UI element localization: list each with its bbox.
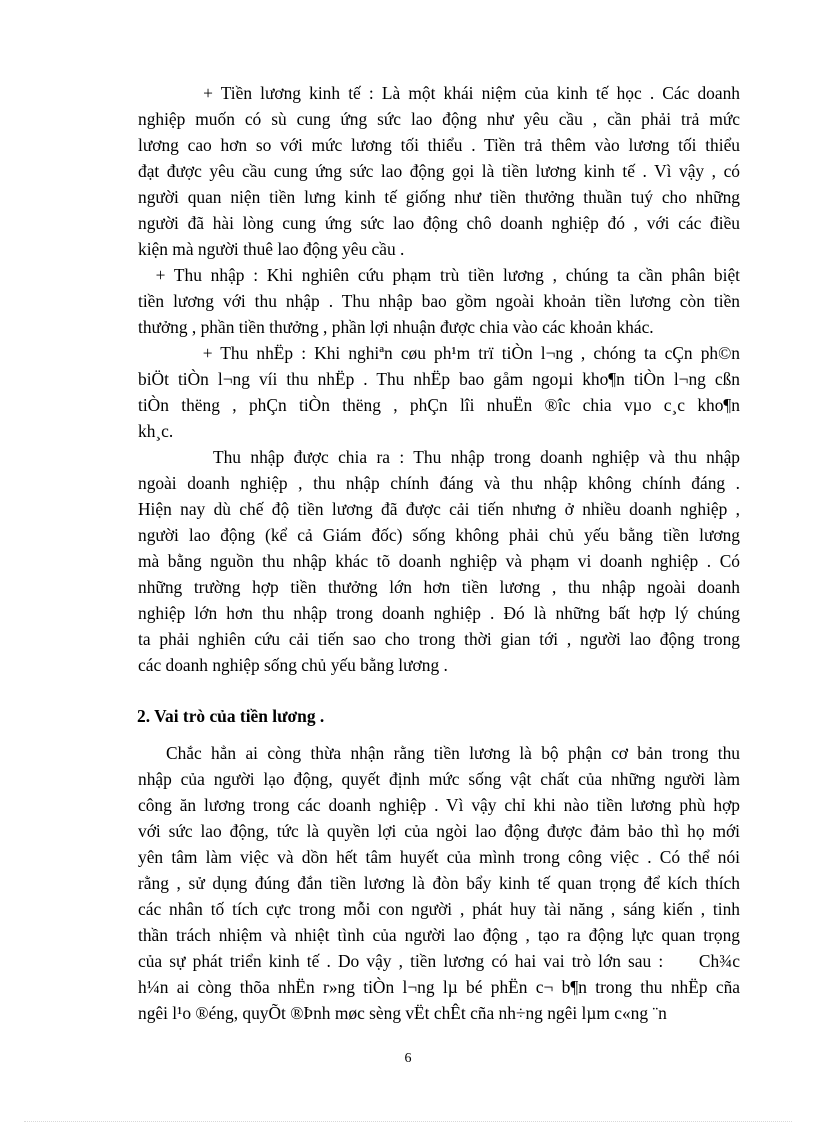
section-heading: 2. Vai trò của tiền lương .	[137, 706, 325, 726]
text-line: tiền lương với thu nhập . Thu nhập bao gồm ngoài khoản tiền lương còn tiền	[138, 291, 740, 311]
text-line: ngêi l¹o ®éng, quyÕt ®Þnh møc sèng vËt chÊt cña nh÷ng ngêi lµm c«ng ¨n	[138, 1003, 667, 1023]
text-line: + Tiền lương kinh tế : Là một khái niệm của kinh tế học . Các doanh	[138, 83, 740, 103]
text-line: người đã hài lòng cung ứng sức lao động chô doanh nghiệp đó , với các điều	[138, 213, 740, 233]
text-line: các doanh nghiệp sống chủ yếu bằng lương .	[138, 655, 448, 675]
text-line: của sự phát triển kinh tế . Do vậy , tiền lương có hai vai trò lớn sau : Ch¾c	[138, 951, 740, 971]
page-bottom-divider	[24, 1121, 792, 1122]
text-line: ta phải nghiên cứu cải tiến sao cho trong thời gian tới , người lao động trong	[138, 629, 740, 649]
text-line: người lao động (kể cả Giám đốc) sống không phải chủ yếu bằng tiền lương	[138, 525, 740, 545]
text-line: lương cao hơn so với mức lương tối thiểu . Tiền trả thêm vào lương tối thiểu	[138, 135, 740, 155]
paragraph-economic-wage	[138, 80, 740, 262]
text-line: thưởng , phần tiền thưởng , phần lợi nhuận được chia vào các khoản khác.	[138, 317, 654, 337]
text-line: h¼n ai còng thõa nhËn r»ng tiÒn l¬ng lµ bé phËn c¬ b¶n trong thu nhËp cña	[138, 977, 740, 997]
text-line: người quan niện tiền lưng kinh tế giống như tiền thưởng thuần tuý cho những	[138, 187, 740, 207]
text-line: Thu nhập được chia ra : Thu nhập trong doanh nghiệp và thu nhập	[138, 447, 740, 467]
text-line: kiện mà người thuê lao động yêu cầu .	[138, 239, 405, 259]
text-line: + Thu nhËp : Khi nghiªn cøu ph¹m trï tiÒn l¬ng , chóng ta cÇn ph©n	[138, 343, 740, 363]
paragraph-role-of-wage	[138, 740, 740, 1026]
text-line: nhập của người lạo động, quyết định mức sống vật chất của những người làm	[138, 769, 740, 789]
text-line: Hiện nay dù chế độ tiền lương đã được cải tiến nhưng ở nhiều doanh nghiệp ,	[138, 499, 740, 519]
text-line: + Thu nhập : Khi nghiên cứu phạm trù tiền lương , chúng ta cần phân biệt	[138, 265, 740, 285]
text-line: yên tâm làm việc và dồn hết tâm huyết của mình trong công việc . Có thể nói	[138, 847, 740, 867]
text-line: Chắc hẳn ai còng thừa nhận rằng tiền lương là bộ phận cơ bản trong thu	[138, 743, 740, 763]
text-line: đạt được yêu cầu cung ứng sức lao động gọi là tiền lương kinh tế . Vì vậy , có	[138, 161, 740, 181]
text-line: mà bằng nguồn thu nhập khác tõ doanh nghiệp và phạm vi doanh nghiệp . Có	[138, 551, 740, 571]
text-line: ngoài doanh nghiệp , thu nhập chính đáng và thu nhập không chính đáng .	[138, 473, 740, 493]
page-number: 6	[404, 1051, 412, 1066]
paragraph-income-division	[138, 444, 740, 678]
text-line: nghiệp lớn hơn thu nhập trong doanh nghiệp . Đó là những bất hợp lý chúng	[138, 603, 740, 623]
paragraph-income	[138, 262, 740, 340]
text-line: với sức lao động, tức là quyền lợi của ngòi lao động được đảm bảo thì họ mới	[138, 821, 740, 841]
text-line: công ăn lương trong các doanh nghiệp . Vì vậy chỉ khi nào tiền lương phù hợp	[138, 795, 740, 815]
text-line: những trường hợp tiền thưởng lớn hơn tiền lương , thu nhập ngoài doanh	[138, 577, 740, 597]
text-line: các nhân tố tích cực trong mỗi con người , phát huy tài năng , sáng kiến , tinh	[138, 899, 740, 919]
text-line: rằng , sử dụng đúng đắn tiền lương là đòn bẩy kinh tế quan trọng để kích thích	[138, 873, 740, 893]
text-line: biÖt tiÒn l¬ng víi thu nhËp . Thu nhËp bao gåm ngoµi kho¶n tiÒn l¬ng cßn	[138, 369, 740, 389]
text-line: tiÒn thëng , phÇn tiÒn thëng , phÇn lîi nhuËn ®îc chia vµo c¸c kho¶n	[138, 395, 740, 415]
paragraph-income-garbled	[138, 340, 740, 444]
text-line: thần trách nhiệm và nhiệt tình của người lao động , tạo ra động lực quan trọng	[138, 925, 740, 945]
text-line: kh¸c.	[138, 421, 174, 441]
text-line: nghiệp muốn có sù cung ứng sức lao động như yêu cầu , cần phải trả mức	[138, 109, 740, 129]
